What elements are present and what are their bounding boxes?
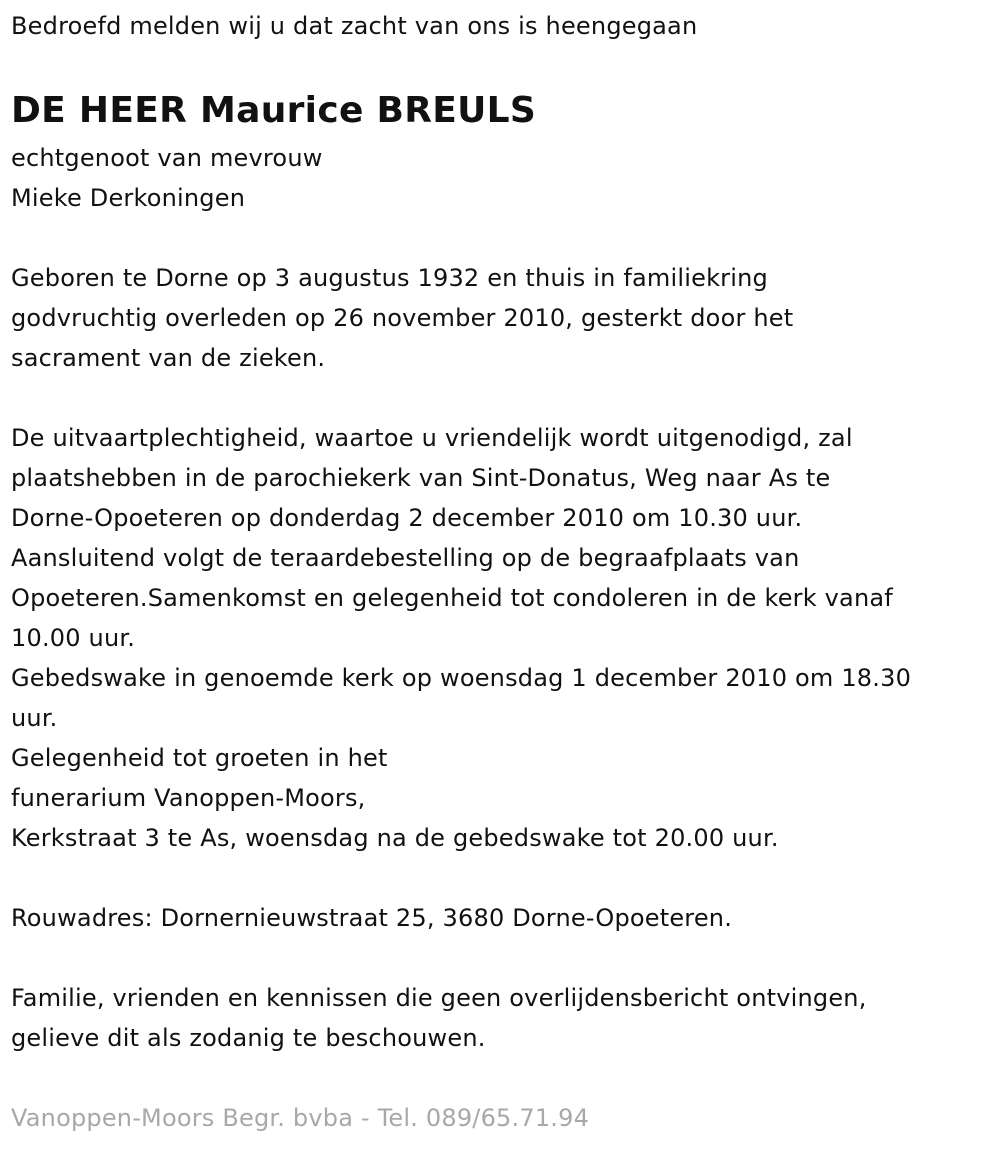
closing-line: gelieve dit als zodanig te beschouwen.: [11, 1024, 486, 1052]
ceremony-line: plaatshebben in de parochiekerk van Sint-Donatus, Weg naar As te: [11, 464, 831, 492]
footer: [11, 1098, 991, 1138]
intro-text: Bedroefd melden wij u dat zacht van ons is heengegaan: [11, 12, 698, 40]
ceremony-line: funerarium Vanoppen-Moors,: [11, 784, 366, 812]
closing-line: Familie, vrienden en kennissen die geen overlijdensbericht ontvingen,: [11, 984, 867, 1012]
funeral-home-contact: Vanoppen-Moors Begr. bvba - Tel. 089/65.71.94: [11, 1104, 590, 1132]
ceremony-line: De uitvaartplechtigheid, waartoe u vriendelijk wordt uitgenodigd, zal: [11, 424, 853, 452]
birth-death-line: godvruchtig overleden op 26 november 2010, gesterkt door het: [11, 304, 794, 332]
ceremony-line: Opoeteren.Samenkomst en gelegenheid tot condoleren in de kerk vanaf: [11, 584, 893, 612]
mourning-address: [11, 898, 991, 938]
spouse-line: echtgenoot van mevrouw: [11, 144, 323, 172]
ceremony-line: Kerkstraat 3 te As, woensdag na de gebedswake tot 20.00 uur.: [11, 824, 779, 852]
deceased-name: DE HEER Maurice BREULS: [11, 90, 537, 131]
ceremony-line: uur.: [11, 704, 58, 732]
mourning-address-line: Rouwadres: Dornernieuwstraat 25, 3680 Dorne-Opoeteren.: [11, 904, 733, 932]
ceremony-line: Gelegenheid tot groeten in het: [11, 744, 388, 772]
spouse-line: Mieke Derkoningen: [11, 184, 246, 212]
ceremony-line: Aansluitend volgt de teraardebestelling op de begraafplaats van: [11, 544, 800, 572]
ceremony-line: Dorne-Opoeteren op donderdag 2 december 2010 om 10.30 uur.: [11, 504, 803, 532]
spouse-info: [11, 138, 991, 218]
closing-note: [11, 978, 991, 1058]
ceremony-line: 10.00 uur.: [11, 624, 136, 652]
obituary-notice: [11, 8, 991, 1138]
ceremony-info: [11, 418, 991, 858]
birth-death-info: [11, 258, 991, 378]
birth-death-line: Geboren te Dorne op 3 augustus 1932 en thuis in familiekring: [11, 264, 768, 292]
birth-death-line: sacrament van de zieken.: [11, 344, 326, 372]
ceremony-line: Gebedswake in genoemde kerk op woensdag 1 december 2010 om 18.30: [11, 664, 912, 692]
